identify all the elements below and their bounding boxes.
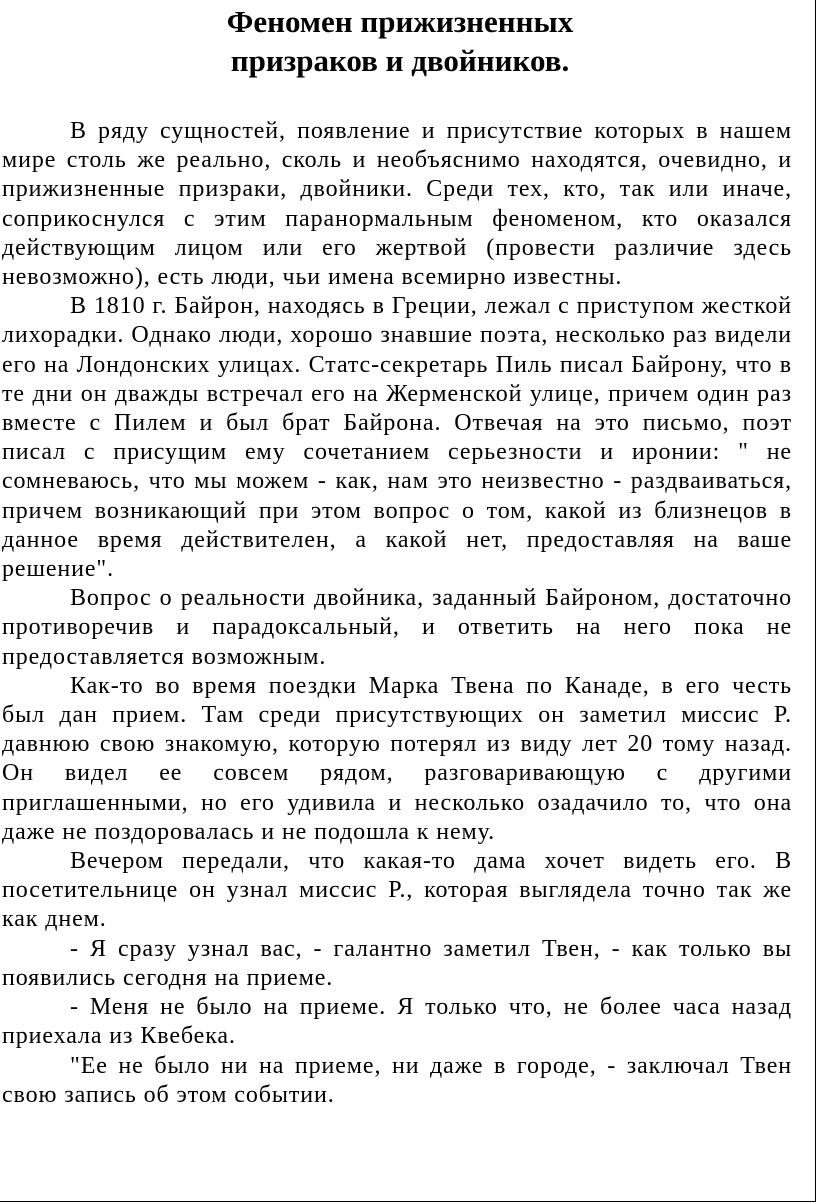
paragraph: Вопрос о реальности двойника, заданный Байроном, достаточно противоречив и парадоксальный, и ответить на него пока не предоставляется возможным. <box>2 585 792 670</box>
title-line-2: призраков и двойников. <box>230 43 570 78</box>
paragraph: - Меня не было на приеме. Я только что, не более часа назад приехала из Квебека. <box>2 994 792 1050</box>
paragraph: "Ее не было ни на приеме, ни даже в городе, - заключал Твен свою запись об этом событии. <box>2 1052 792 1108</box>
title-line-1: Феномен прижизненных <box>226 4 574 39</box>
paragraph: В ряду сущностей, появление и присутствие которых в нашем мире столь же реально, сколь и необъяснимо находятся, очевидно, и прижизненные призраки, двойники. Среди тех, кто, так или иначе, соприкоснулся с этим паранормальным феноменом, кто оказался действующим лицом или его жертвой (провести различие здесь невозможно), есть люди, чьи имена всемирно известны. <box>2 118 792 291</box>
document-body <box>2 117 792 1110</box>
paragraph: Как-то во время поездки Марка Твена по Канаде, в его честь был дан прием. Там среди присутствующих он заметил миссис Р. давнюю свою знакомую, которую потерял из виду лет 20 тому назад. Он видел ее совсем рядом, разговаривающую с другими приглашенными, но его удивила и несколько озадачило то, что она даже не поздоровалась и не подошла к нему. <box>2 672 792 845</box>
paragraph: Вечером передали, что какая-то дама хочет видеть его. В посетительнице он узнал миссис Р., которая выглядела точно так же как днем. <box>2 848 792 933</box>
paragraph: В 1810 г. Байрон, находясь в Греции, лежал с приступом жесткой лихорадки. Однако люди, хорошо знавшие поэта, несколько раз видели его на Лондонских улицах. Статс-секретарь Пиль писал Байрону, что в те дни он дважды встречал его на Жерменской улице, причем один раз вместе с Пилем и был брат Байрона. Отвечая на это письмо, поэт писал с присущим ему сочетанием серьезности и иронии: " не сомневаюсь, что мы можем - как, нам это неизвестно - раздваиваться, причем возникающий при этом вопрос о том, какой из близнецов в данное время действителен, а какой нет, предоставляя на ваше решение". <box>2 293 792 583</box>
paragraph: - Я сразу узнал вас, - галантно заметил Твен, - как только вы появились сегодня на приеме. <box>2 935 792 991</box>
document-title <box>0 2 800 80</box>
